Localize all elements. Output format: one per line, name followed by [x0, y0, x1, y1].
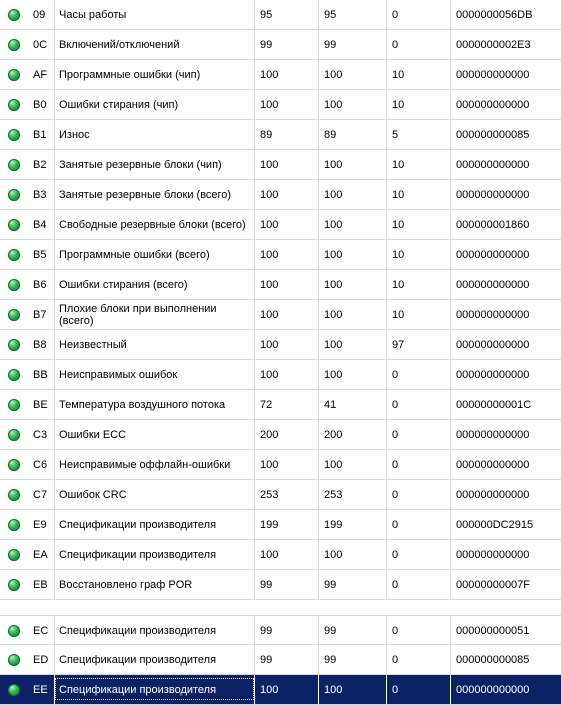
raw-value: 000000000051	[456, 624, 530, 637]
current-value: 99	[255, 570, 319, 599]
green-status-dot-icon	[8, 399, 20, 411]
attribute-id: EE	[28, 675, 55, 704]
table-row[interactable]	[0, 330, 561, 360]
attribute-id: C3	[28, 420, 55, 449]
worst-value: 41	[319, 390, 387, 419]
worst-value: 100	[319, 360, 387, 389]
threshold-value: 10	[387, 60, 451, 89]
worst-value: 100	[319, 540, 387, 569]
attribute-id: BB	[28, 360, 55, 389]
attribute-id: E9	[28, 510, 55, 539]
raw-value: 0000000056DB	[456, 8, 533, 21]
table-row[interactable]	[0, 390, 561, 420]
threshold-value: 10	[387, 90, 451, 119]
green-status-dot-icon	[8, 219, 20, 231]
attribute-id: B6	[28, 270, 55, 299]
status-cell	[0, 450, 28, 479]
status-cell	[0, 150, 28, 179]
raw-value: 000000000000	[456, 338, 530, 351]
worst-value: 100	[319, 270, 387, 299]
raw-value: 000000000000	[456, 98, 530, 111]
current-value: 100	[255, 210, 319, 239]
raw-value: 00000000007F	[456, 578, 531, 591]
threshold-value: 97	[387, 330, 451, 359]
threshold-value: 0	[387, 30, 451, 59]
status-cell	[0, 30, 28, 59]
attribute-name: Свободные резервные блоки (всего)	[55, 210, 255, 239]
worst-value: 200	[319, 420, 387, 449]
raw-value: 000000000000	[456, 548, 530, 561]
status-cell	[0, 180, 28, 209]
current-value: 100	[255, 450, 319, 479]
attribute-name: Износ	[55, 120, 255, 149]
current-value: 99	[255, 30, 319, 59]
table-row[interactable]	[0, 615, 561, 645]
attribute-id: EC	[28, 616, 55, 645]
threshold-value: 0	[387, 570, 451, 599]
table-row-selected[interactable]	[0, 675, 561, 705]
threshold-value: 0	[387, 0, 451, 29]
attribute-id: B7	[28, 300, 55, 329]
attribute-name: Ошибки ECC	[55, 420, 255, 449]
worst-value: 199	[319, 510, 387, 539]
current-value: 100	[255, 150, 319, 179]
attribute-name: Неисправимых ошибок	[55, 360, 255, 389]
raw-value: 0000000002E3	[456, 38, 531, 51]
current-value: 95	[255, 0, 319, 29]
attribute-id: B1	[28, 120, 55, 149]
threshold-value: 10	[387, 150, 451, 179]
raw-value: 000000000000	[456, 158, 530, 171]
attribute-id: C7	[28, 480, 55, 509]
threshold-value: 0	[387, 450, 451, 479]
table-row[interactable]	[0, 120, 561, 150]
current-value: 72	[255, 390, 319, 419]
current-value: 253	[255, 480, 319, 509]
table-row[interactable]	[0, 270, 561, 300]
attribute-id: B2	[28, 150, 55, 179]
table-row[interactable]	[0, 360, 561, 390]
attribute-name: Часы работы	[55, 0, 255, 29]
worst-value: 99	[319, 30, 387, 59]
attribute-name: Ошибки стирания (всего)	[55, 270, 255, 299]
table-row[interactable]	[0, 570, 561, 600]
threshold-value: 0	[387, 675, 451, 704]
table-row[interactable]	[0, 0, 561, 30]
green-status-dot-icon	[8, 369, 20, 381]
attribute-id: EA	[28, 540, 55, 569]
green-status-dot-icon	[8, 519, 20, 531]
attribute-name: Плохие блоки при выполнении (всего)	[55, 300, 255, 329]
table-row[interactable]	[0, 240, 561, 270]
status-cell	[0, 616, 28, 645]
threshold-value: 0	[387, 616, 451, 645]
raw-value: 000000000000	[456, 248, 530, 261]
table-row[interactable]	[0, 645, 561, 675]
attribute-id: B4	[28, 210, 55, 239]
attribute-name: Спецификации производителя	[55, 645, 255, 674]
attribute-name: Ошибки стирания (чип)	[55, 90, 255, 119]
table-row[interactable]	[0, 60, 561, 90]
status-cell	[0, 420, 28, 449]
table-row[interactable]	[0, 510, 561, 540]
attribute-name: Включений/отключений	[55, 30, 255, 59]
attribute-name: Занятые резервные блоки (всего)	[55, 180, 255, 209]
status-cell	[0, 390, 28, 419]
current-value: 100	[255, 180, 319, 209]
raw-value: 000000DC2915	[456, 518, 534, 531]
raw-value: 000000000000	[456, 188, 530, 201]
worst-value: 100	[319, 180, 387, 209]
raw-value: 000000000000	[456, 428, 530, 441]
table-row[interactable]	[0, 90, 561, 120]
status-cell	[0, 120, 28, 149]
status-cell	[0, 645, 28, 674]
threshold-value: 10	[387, 270, 451, 299]
status-cell	[0, 570, 28, 599]
worst-value: 100	[319, 90, 387, 119]
table-row[interactable]	[0, 210, 561, 240]
status-cell	[0, 540, 28, 569]
green-status-dot-icon	[8, 69, 20, 81]
attribute-id: B0	[28, 90, 55, 119]
attribute-name: Занятые резервные блоки (чип)	[55, 150, 255, 179]
threshold-value: 5	[387, 120, 451, 149]
raw-value: 000000000000	[451, 675, 561, 704]
attribute-name: Спецификации производителя	[55, 616, 255, 645]
green-status-dot-icon	[8, 279, 20, 291]
table-row[interactable]	[0, 480, 561, 510]
worst-value: 100	[319, 60, 387, 89]
current-value: 100	[255, 270, 319, 299]
current-value: 100	[255, 330, 319, 359]
table-row[interactable]	[0, 150, 561, 180]
green-status-dot-icon	[8, 39, 20, 51]
current-value: 100	[255, 300, 319, 329]
threshold-value: 10	[387, 210, 451, 239]
status-cell	[0, 480, 28, 509]
current-value: 100	[255, 360, 319, 389]
raw-value: 00000000001C	[456, 398, 532, 411]
threshold-value: 10	[387, 300, 451, 329]
status-cell	[0, 360, 28, 389]
attribute-id: EB	[28, 570, 55, 599]
green-status-dot-icon	[8, 99, 20, 111]
attribute-name: Спецификации производителя	[55, 675, 255, 704]
attribute-name: Неисправимые оффлайн-ошибки	[55, 450, 255, 479]
threshold-value: 0	[387, 390, 451, 419]
current-value: 100	[255, 540, 319, 569]
attribute-name: Программные ошибки (чип)	[55, 60, 255, 89]
attribute-id: B8	[28, 330, 55, 359]
status-cell	[0, 330, 28, 359]
worst-value: 95	[319, 0, 387, 29]
table-row[interactable]	[0, 180, 561, 210]
worst-value: 100	[319, 240, 387, 269]
current-value: 100	[255, 60, 319, 89]
table-row[interactable]	[0, 420, 561, 450]
status-cell	[0, 210, 28, 239]
attribute-id: B5	[28, 240, 55, 269]
table-row[interactable]	[0, 540, 561, 570]
status-cell	[0, 675, 28, 704]
raw-value: 000000000085	[456, 128, 530, 141]
worst-value: 100	[319, 150, 387, 179]
attribute-id: 0C	[28, 30, 55, 59]
raw-value: 000000000000	[456, 488, 530, 501]
table-row[interactable]	[0, 30, 561, 60]
green-status-dot-icon	[8, 625, 20, 637]
attribute-name: Спецификации производителя	[55, 510, 255, 539]
threshold-value: 0	[387, 420, 451, 449]
current-value: 89	[255, 120, 319, 149]
raw-value: 000000000000	[456, 458, 530, 471]
current-value: 100	[255, 90, 319, 119]
threshold-value: 0	[387, 510, 451, 539]
worst-value: 100	[319, 210, 387, 239]
current-value: 100	[255, 240, 319, 269]
green-status-dot-icon	[8, 684, 20, 696]
raw-value: 000000001860	[456, 218, 530, 231]
worst-value: 100	[319, 675, 387, 704]
current-value: 99	[255, 616, 319, 645]
attribute-id: BE	[28, 390, 55, 419]
worst-value: 100	[319, 330, 387, 359]
worst-value: 100	[319, 450, 387, 479]
green-status-dot-icon	[8, 459, 20, 471]
green-status-dot-icon	[8, 9, 20, 21]
worst-value: 99	[319, 645, 387, 674]
attribute-name: Программные ошибки (всего)	[55, 240, 255, 269]
green-status-dot-icon	[8, 489, 20, 501]
attribute-id: 09	[28, 0, 55, 29]
worst-value: 89	[319, 120, 387, 149]
green-status-dot-icon	[8, 579, 20, 591]
status-cell	[0, 300, 28, 329]
attribute-name: Ошибок CRC	[55, 480, 255, 509]
current-value: 99	[255, 645, 319, 674]
attribute-id: B3	[28, 180, 55, 209]
current-value: 100	[255, 675, 319, 704]
status-cell	[0, 240, 28, 269]
green-status-dot-icon	[8, 129, 20, 141]
current-value: 200	[255, 420, 319, 449]
worst-value: 253	[319, 480, 387, 509]
status-cell	[0, 60, 28, 89]
worst-value: 100	[319, 300, 387, 329]
attribute-id: ED	[28, 645, 55, 674]
green-status-dot-icon	[8, 429, 20, 441]
threshold-value: 0	[387, 540, 451, 569]
raw-value: 000000000000	[456, 308, 530, 321]
green-status-dot-icon	[8, 309, 20, 321]
table-row[interactable]	[0, 450, 561, 480]
green-status-dot-icon	[8, 159, 20, 171]
threshold-value: 0	[387, 645, 451, 674]
raw-value: 000000000085	[456, 653, 530, 666]
threshold-value: 0	[387, 360, 451, 389]
green-status-dot-icon	[8, 339, 20, 351]
threshold-value: 10	[387, 180, 451, 209]
worst-value: 99	[319, 616, 387, 645]
raw-value: 000000000000	[456, 68, 530, 81]
table-row[interactable]	[0, 300, 561, 330]
attribute-id: AF	[28, 60, 55, 89]
attribute-name: Восстановлено граф POR	[55, 570, 255, 599]
green-status-dot-icon	[8, 549, 20, 561]
raw-value: 000000000000	[456, 278, 530, 291]
status-cell	[0, 90, 28, 119]
attribute-name: Температура воздушного потока	[55, 390, 255, 419]
attribute-name: Спецификации производителя	[55, 540, 255, 569]
green-status-dot-icon	[8, 189, 20, 201]
threshold-value: 10	[387, 240, 451, 269]
attribute-id: C6	[28, 450, 55, 479]
status-cell	[0, 510, 28, 539]
raw-value: 000000000000	[456, 368, 530, 381]
threshold-value: 0	[387, 480, 451, 509]
attribute-name: Неизвестный	[55, 330, 255, 359]
current-value: 199	[255, 510, 319, 539]
green-status-dot-icon	[8, 249, 20, 261]
green-status-dot-icon	[8, 654, 20, 666]
status-cell	[0, 0, 28, 29]
worst-value: 99	[319, 570, 387, 599]
status-cell	[0, 270, 28, 299]
